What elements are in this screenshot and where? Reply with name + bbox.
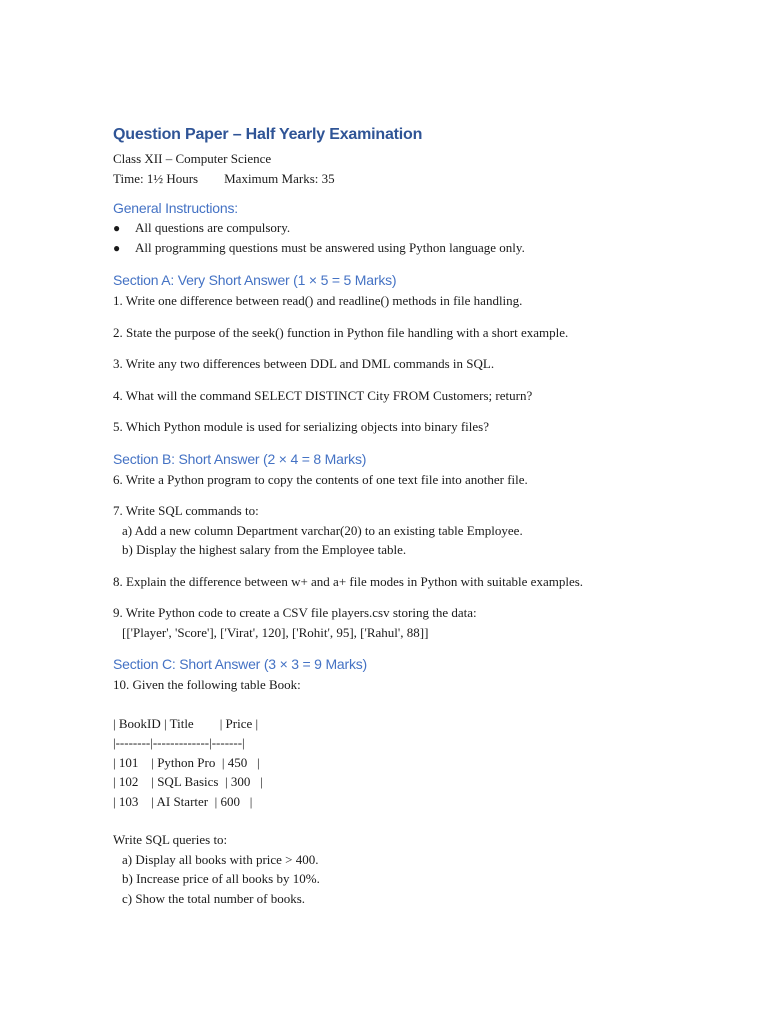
class-line: Class XII – Computer Science	[113, 151, 272, 166]
instruction-text: All programming questions must be answered using Python language only.	[135, 240, 525, 255]
write-sql-line: Write SQL queries to:	[113, 832, 228, 847]
section-c-heading: Section C: Short Answer (3 × 3 = 9 Marks)	[113, 656, 368, 672]
question-1: 1. Write one difference between read() and readline() methods in file handling.	[113, 293, 523, 308]
question-7a: a) Add a new column Department varchar(20) to an existing table Employee.	[122, 522, 523, 538]
table-row: |--------|-------------|-------|	[113, 735, 245, 750]
question-paper	[113, 124, 733, 908]
instructions-list	[113, 218, 733, 258]
paper-title: Question Paper – Half Yearly Examination	[113, 126, 423, 143]
table-row: | 101 | Python Pro | 450 |	[113, 754, 260, 770]
instructions-heading: General Instructions:	[113, 200, 238, 216]
section-b-heading: Section B: Short Answer (2 × 4 = 8 Marks)	[113, 450, 367, 467]
question-10a: a) Display all books with price > 400.	[122, 851, 319, 867]
book-table	[113, 714, 733, 812]
question-10c: c) Show the total number of books.	[122, 890, 306, 906]
question-9: 9. Write Python code to create a CSV file players.csv storing the data:	[113, 605, 477, 620]
question-6: 6. Write a Python program to copy the contents of one text file into another file.	[113, 471, 528, 487]
question-7b: b) Display the highest salary from the Employee table.	[122, 542, 407, 557]
section-a-heading: Section A: Very Short Answer (1 × 5 = 5 Marks)	[113, 272, 397, 288]
question-10b: b) Increase price of all books by 10%.	[122, 871, 320, 886]
question-8: 8. Explain the difference between w+ and a+ file modes in Python with suitable examples.	[113, 573, 584, 589]
bullet-icon: ●	[113, 241, 121, 255]
question-5: 5. Which Python module is used for serializing objects into binary files?	[113, 419, 489, 434]
instruction-item	[113, 238, 733, 258]
bullet-icon: ●	[113, 221, 121, 235]
question-7: 7. Write SQL commands to:	[113, 503, 259, 518]
table-row: | 102 | SQL Basics | 300 |	[113, 774, 263, 789]
instruction-item	[113, 218, 733, 238]
time-marks-line: Time: 1½ Hours Maximum Marks: 35	[113, 170, 335, 186]
question-9-data: [['Player', 'Score'], ['Virat', 120], ['Rohit', 95], ['Rahul', 88]]	[122, 624, 429, 640]
table-row: | 103 | AI Starter | 600 |	[113, 793, 253, 809]
instruction-text: All questions are compulsory.	[135, 220, 291, 235]
table-row: | BookID | Title | Price |	[113, 715, 259, 731]
question-10: 10. Given the following table Book:	[113, 677, 301, 692]
question-4: 4. What will the command SELECT DISTINCT City FROM Customers; return?	[113, 387, 533, 403]
question-3: 3. Write any two differences between DDL and DML commands in SQL.	[113, 356, 495, 371]
question-2: 2. State the purpose of the seek() function in Python file handling with a short example.	[113, 324, 569, 340]
